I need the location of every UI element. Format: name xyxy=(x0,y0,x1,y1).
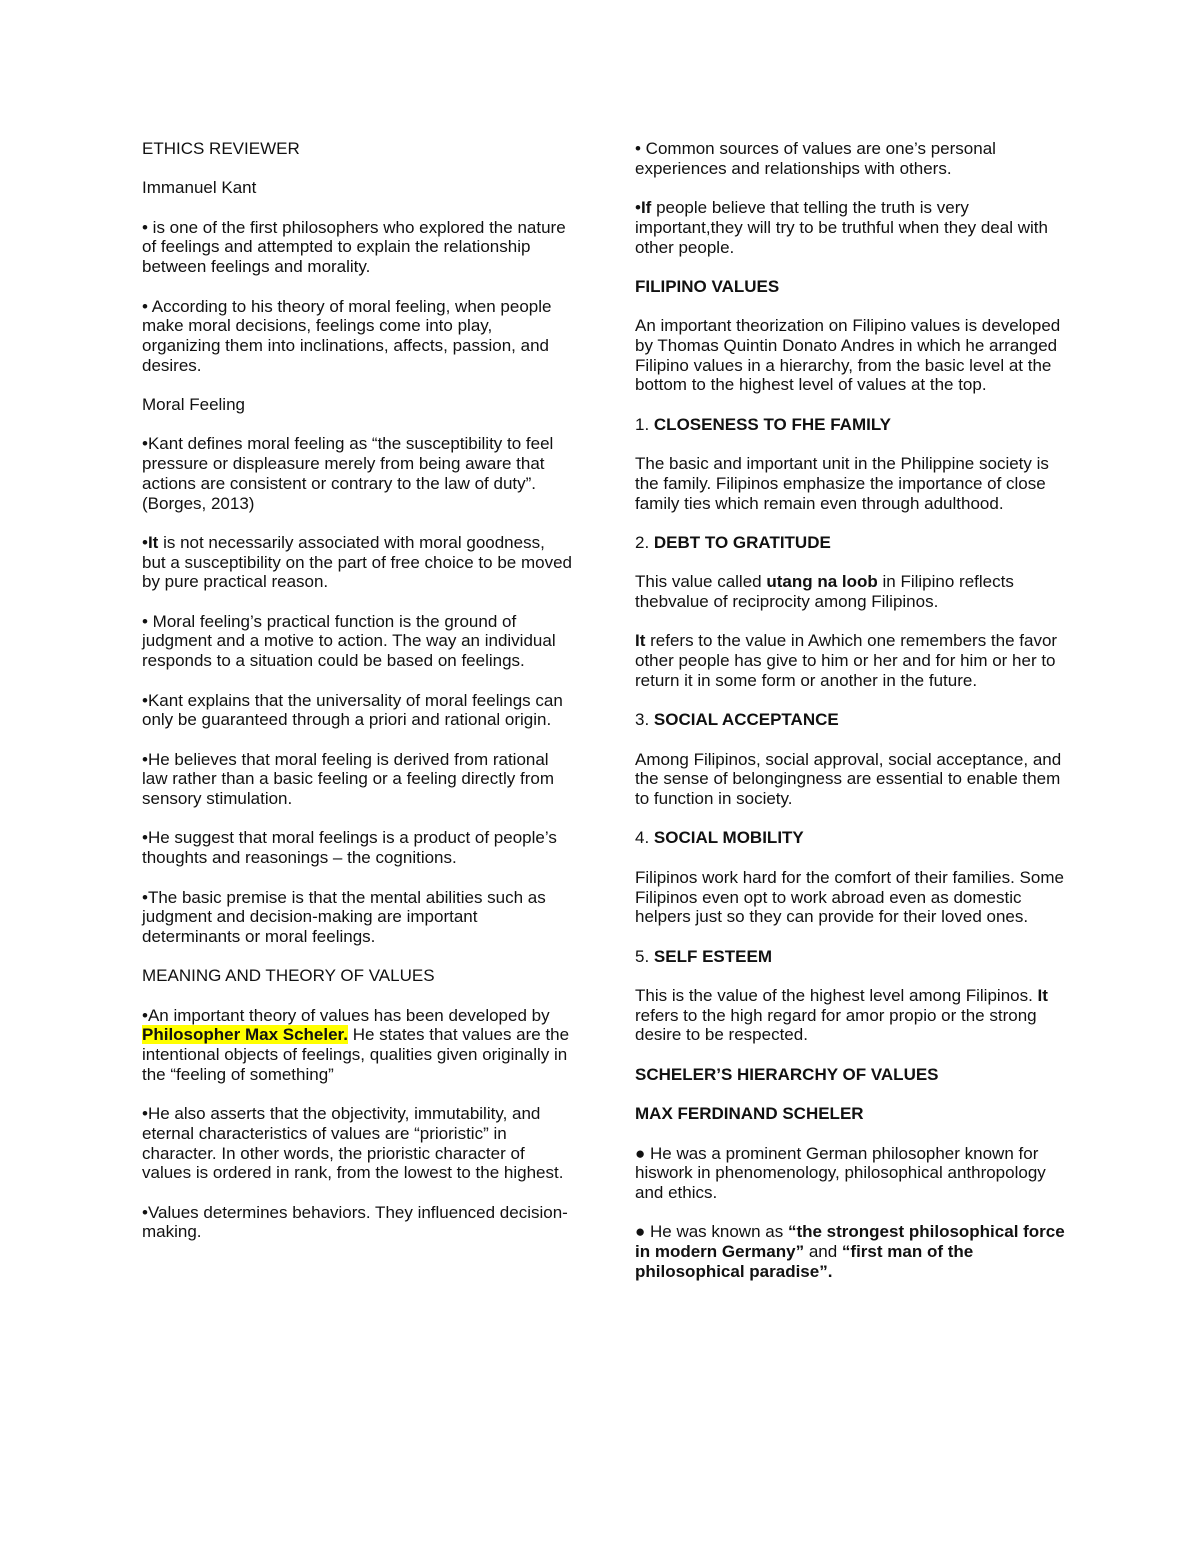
bold-quote: “the strongest philosophical force in modern Germany” xyxy=(635,1222,1065,1262)
section-heading-1 xyxy=(635,415,1065,435)
paragraph-text: and xyxy=(804,1242,842,1262)
section-paragraph: Among Filipinos, social approval, social acceptance, and the sense of belongingness are essential to enable them to function in society. xyxy=(635,749,1062,809)
right-column xyxy=(635,139,1065,1301)
filipino-values-paragraph: An important theorization on Filipino values is developed by Thomas Quintin Donato Andres in which he arranged Filipino values in a hierarchy, from the basic level at the bottom to the highest level of values at the top. xyxy=(635,316,1061,395)
kant-paragraph: • According to his theory of moral feeling, when people make moral decisions, feelings come into play, organizing them into inclinations, affects, passion, and desires. xyxy=(142,296,552,375)
moral-feeling-heading: Moral Feeling xyxy=(142,395,245,415)
section-heading-4 xyxy=(635,828,1065,848)
section-paragraph: Filipinos work hard for the comfort of their families. Some Filipinos even opt to work abroad even as domestic helpers just so they can provide for their loved ones. xyxy=(635,867,1064,927)
paragraph-text: ● He was known as xyxy=(635,1222,788,1242)
paragraph-text: is not necessarily associated with moral goodness, but a susceptibility on the part of free choice to be moved by pure practical reason. xyxy=(142,532,572,592)
section-number: 4. xyxy=(635,828,654,848)
values-paragraph: •Values determines behaviors. They influenced decision-making. xyxy=(142,1202,568,1242)
document-title: ETHICS REVIEWER xyxy=(142,139,300,158)
values-paragraph xyxy=(142,1006,572,1085)
moral-feeling-paragraph: • Moral feeling’s practical function is the ground of judgment and a motive to action. The way an individual responds to a situation could be based on feelings. xyxy=(142,611,556,671)
bold-quote: “first man of the philosophical paradise” xyxy=(635,1242,974,1281)
paragraph-text: refers to the high regard for amor propio or the strong desire to be respected. xyxy=(635,1005,1037,1045)
values-heading: MEANING AND THEORY OF VALUES xyxy=(142,966,435,986)
moral-feeling-paragraph: •He believes that moral feeling is derived from rational law rather than a basic feeling or a feeling directly from sensory stimulation. xyxy=(142,749,554,809)
section-number: 5. xyxy=(635,946,654,966)
section-heading-2 xyxy=(635,533,1065,553)
section-title: CLOSENESS TO FHE FAMILY xyxy=(653,414,892,434)
bold-word: It xyxy=(635,631,646,651)
left-column xyxy=(142,139,572,1262)
paragraph-text: in Filipino reflects thebvalue of reciprocity among Filipinos. xyxy=(635,572,1014,612)
moral-feeling-paragraph: •The basic premise is that the mental abilities such as judgment and decision-making are important determinants or moral feelings. xyxy=(142,887,546,946)
moral-feeling-paragraph: •He suggest that moral feelings is a product of people’s thoughts and reasonings – the cognitions. xyxy=(142,828,557,868)
paragraph-text: . xyxy=(827,1261,833,1281)
values-paragraph: • Common sources of values are one’s personal experiences and relationships with others. xyxy=(635,139,996,178)
kant-heading: Immanuel Kant xyxy=(142,178,257,198)
bullet: • xyxy=(142,532,148,552)
section-heading-5 xyxy=(635,947,1065,967)
paragraph-text: people believe that telling the truth is very important,they will try to be truthful when they deal with other people. xyxy=(635,198,1048,257)
scheler-paragraph: ● He was a prominent German philosopher known for hiswork in phenomenology, philosophical anthropology and ethics. xyxy=(635,1143,1046,1202)
moral-feeling-paragraph: •Kant defines moral feeling as “the susceptibility to feel pressure or displeasure merely from being aware that actions are consistent or contrary to the law of duty”. (Borges, 2013) xyxy=(142,434,554,513)
section-paragraph: The basic and important unit in the Philippine society is the family. Filipinos emphasize the importance of close family ties which remain even through adulthood. xyxy=(635,454,1049,513)
paragraph-text: •An important theory of values has been developed by xyxy=(142,1005,550,1025)
bold-word: If xyxy=(640,198,652,218)
scheler-hierarchy-heading: SCHELER’S HIERARCHY OF VALUES xyxy=(635,1064,939,1084)
kant-paragraph: • is one of the first philosophers who explored the nature of feelings and attempted to explain the relationship between feelings and morality. xyxy=(142,217,566,277)
values-paragraph: •He also asserts that the objectivity, immutability, and eternal characteristics of values are “prioristic” in character. In other words, the prioristic character of values is ordered in rank, from the lowest to the highest. xyxy=(142,1104,564,1183)
paragraph-text: This value called xyxy=(635,572,767,592)
section-title: SELF ESTEEM xyxy=(653,946,772,966)
section-paragraph xyxy=(635,572,1065,611)
paragraph-text: This is the value of the highest level among Filipinos. xyxy=(635,986,1038,1006)
filipino-values-heading: FILIPINO VALUES xyxy=(635,276,780,296)
moral-feeling-paragraph xyxy=(142,533,572,592)
highlighted-text: Philosopher Max Scheler. xyxy=(142,1025,348,1045)
section-title: SOCIAL MOBILITY xyxy=(653,828,804,848)
bold-word: It xyxy=(1037,986,1048,1006)
max-scheler-heading: MAX FERDINAND SCHELER xyxy=(635,1104,864,1124)
section-title: DEBT TO GRATITUDE xyxy=(653,532,831,552)
bold-word: It xyxy=(147,532,159,552)
section-paragraph xyxy=(635,631,1065,690)
bold-term: utang na loob xyxy=(766,572,878,592)
section-number: 3. xyxy=(635,710,654,730)
paragraph-text: He states that values are the intentional objects of feelings, qualities given originally in the “feeling of something” xyxy=(142,1025,570,1084)
moral-feeling-paragraph: •Kant explains that the universality of moral feelings can only be guaranteed through a priori and rational origin. xyxy=(142,690,563,730)
section-paragraph xyxy=(635,986,1065,1045)
section-title: SOCIAL ACCEPTANCE xyxy=(653,710,839,730)
section-number: 1. xyxy=(635,414,654,434)
section-number: 2. xyxy=(635,532,654,552)
section-heading-3 xyxy=(635,710,1065,730)
scheler-paragraph xyxy=(635,1222,1065,1281)
bullet: • xyxy=(635,198,641,218)
paragraph-text: refers to the value in Awhich one remembers the favor other people has give to him or her and for him or her to return it in some form or another in the future. xyxy=(635,631,1058,690)
values-paragraph xyxy=(635,198,1065,257)
